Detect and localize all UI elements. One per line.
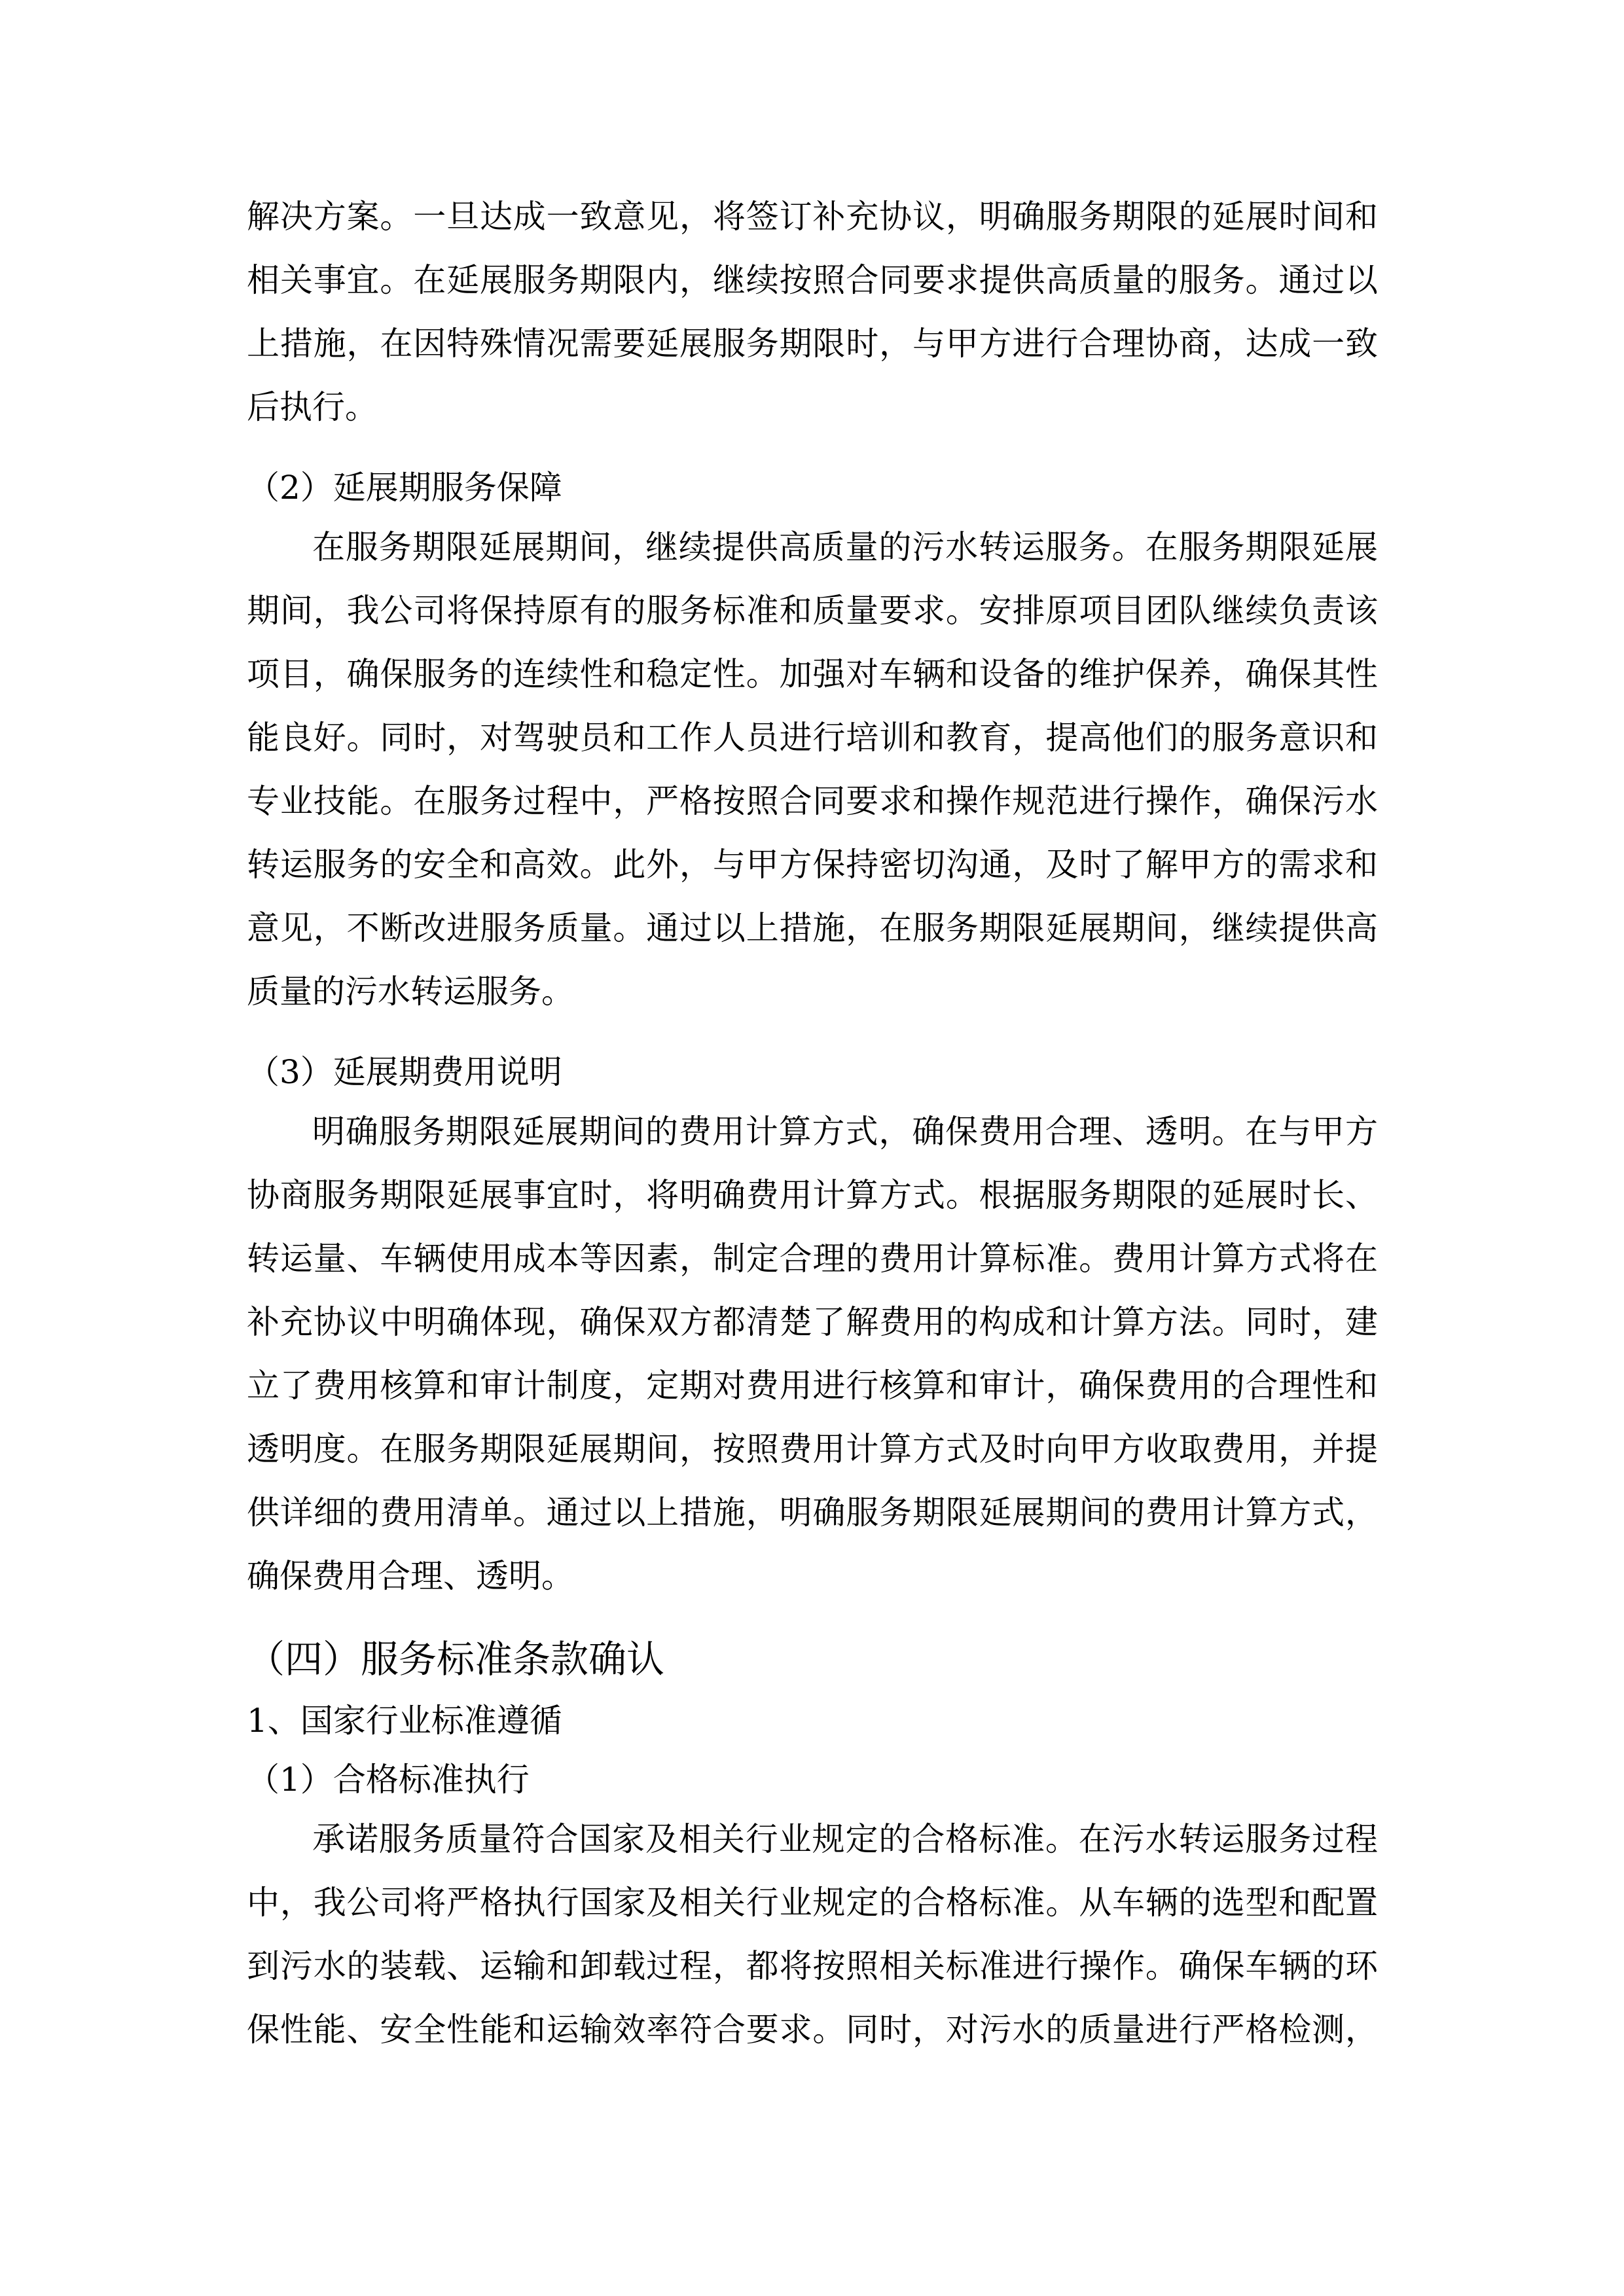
paragraph-line: 协商服务期限延展事宜时，将明确费用计算方式。根据服务期限的延展时长、 [247,1176,1378,1214]
item-heading: 1、国家行业标准遵循 [247,1702,562,1740]
paragraph-line: 质量的污水转运服务。 [247,973,574,1011]
paragraph-line: 期间，我公司将保持原有的服务标准和质量要求。安排原项目团队继续负责该 [247,592,1378,630]
body-paragraph [247,1100,1378,1608]
paragraph-line: 解决方案。一旦达成一致意见，将签订补充协议，明确服务期限的延展时间和 [247,198,1378,236]
paragraph-line: 专业技能。在服务过程中，严格按照合同要求和操作规范进行操作，确保污水 [247,782,1378,820]
body-paragraph [247,1808,1378,2062]
paragraph-line: 转运服务的安全和高效。此外，与甲方保持密切沟通，及时了解甲方的需求和 [247,846,1378,884]
paragraph-line: 承诺服务质量符合国家及相关行业规定的合格标准。在污水转运服务过程 [312,1820,1378,1858]
paragraph-line: 后执行。 [247,388,378,426]
paragraph-line: 明确服务期限延展期间的费用计算方式，确保费用合理、透明。在与甲方 [312,1113,1378,1151]
subsection-extension-service-guarantee [247,459,1378,1024]
subsection-heading: （2）延展期服务保障 [247,469,562,507]
paragraph-line: 上措施，在因特殊情况需要延展服务期限时，与甲方进行合理协商，达成一致 [247,325,1378,363]
paragraph-line: 相关事宜。在延展服务期限内，继续按照合同要求提供高质量的服务。通过以 [247,261,1378,299]
paragraph-line: 保性能、安全性能和运输效率符合要求。同时，对污水的质量进行严格检测， [247,2011,1378,2049]
paragraph-line: 立了费用核算和审计制度，定期对费用进行核算和审计，确保费用的合理性和 [247,1367,1378,1405]
paragraph-line: 到污水的装载、运输和卸载过程，都将按照相关标准进行操作。确保车辆的环 [247,1947,1378,1985]
paragraph-line: 在服务期限延展期间，继续提供高质量的污水转运服务。在服务期限延展 [312,528,1378,566]
paragraph-line: 项目，确保服务的连续性和稳定性。加强对车辆和设备的维护保养，确保其性 [247,655,1378,693]
paragraph-line: 中，我公司将严格执行国家及相关行业规定的合格标准。从车辆的选型和配置 [247,1884,1378,1922]
paragraph-line: 供详细的费用清单。通过以上措施，明确服务期限延展期间的费用计算方式， [247,1494,1378,1532]
page-content [247,185,1378,2062]
paragraph-line: 补充协议中明确体现，确保双方都清楚了解费用的构成和计算方法。同时，建 [247,1303,1378,1341]
subsection-extension-fee-description [247,1044,1378,1608]
section-service-standard-confirmation [247,1628,1378,2062]
subsection-heading: （3）延展期费用说明 [247,1053,562,1091]
paragraph-line: 意见，不断改进服务质量。通过以上措施，在服务期限延展期间，继续提供高 [247,909,1378,947]
paragraph-line: 能良好。同时，对驾驶员和工作人员进行培训和教育，提高他们的服务意识和 [247,719,1378,757]
intro-paragraph [247,185,1378,439]
paragraph-line: 转运量、车辆使用成本等因素，制定合理的费用计算标准。费用计算方式将在 [247,1240,1378,1278]
paragraph-line: 确保费用合理、透明。 [247,1557,574,1595]
paragraph-line: 透明度。在服务期限延展期间，按照费用计算方式及时向甲方收取费用，并提 [247,1430,1378,1468]
subitem-heading: （1）合格标准执行 [247,1761,530,1799]
section-heading: （四）服务标准条款确认 [247,1637,665,1681]
body-paragraph [247,516,1378,1024]
